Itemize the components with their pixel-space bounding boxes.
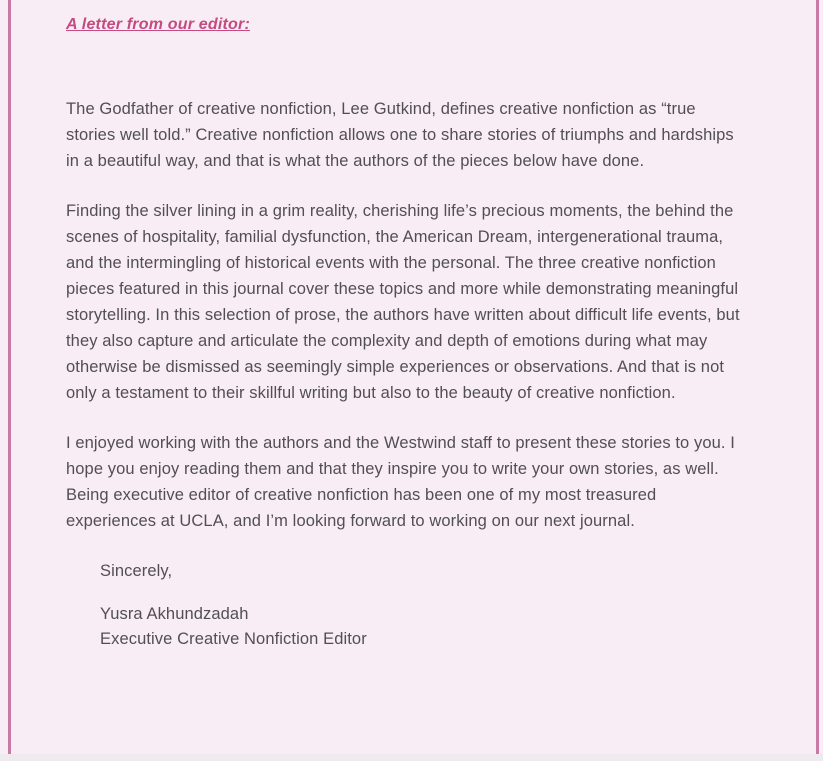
signature-name: Yusra Akhundzadah bbox=[100, 605, 249, 623]
page-bottom-edge bbox=[0, 754, 823, 761]
signature-salutation: Sincerely, bbox=[100, 562, 173, 580]
letter-body bbox=[66, 96, 746, 534]
editor-letter-heading[interactable]: A letter from our editor: bbox=[66, 16, 250, 33]
right-border-line bbox=[816, 0, 819, 754]
left-border-line bbox=[8, 0, 11, 754]
signature-block bbox=[100, 558, 746, 652]
letter-paragraph: Finding the silver lining in a grim reality, cherishing life’s precious moments, the behind the scenes of hospitality, familial dysfunction, the American Dream, intergenerational trauma, and the intermingling of historical events with the personal. The three creative nonfiction pieces featured in this journal cover these topics and more while demonstrating meaningful storytelling. In this selection of prose, the authors have written about difficult life events, but they also capture and articulate the complexity and depth of emotions during what may otherwise be dismissed as seemingly simple experiences or observations. And that is not only a testament to their skillful writing but also to the beauty of creative nonfiction. bbox=[66, 202, 740, 402]
signature-name-block bbox=[100, 602, 746, 652]
letter-content bbox=[66, 16, 746, 652]
letter-paragraph: The Godfather of creative nonfiction, Lee Gutkind, defines creative nonfiction as “true stories well told.” Creative nonfiction allows one to share stories of triumphs and hardships in a beautiful way, and that is what the authors of the pieces below have done. bbox=[66, 100, 734, 170]
signature-title: Executive Creative Nonfiction Editor bbox=[100, 630, 367, 648]
letter-paragraph: I enjoyed working with the authors and the Westwind staff to present these stories to you. I hope you enjoy reading them and that they inspire you to write your own stories, as well. Being executive editor of creative nonfiction has been one of my most treasured experiences at UCLA, and I’m looking forward to working on our next journal. bbox=[66, 434, 735, 530]
